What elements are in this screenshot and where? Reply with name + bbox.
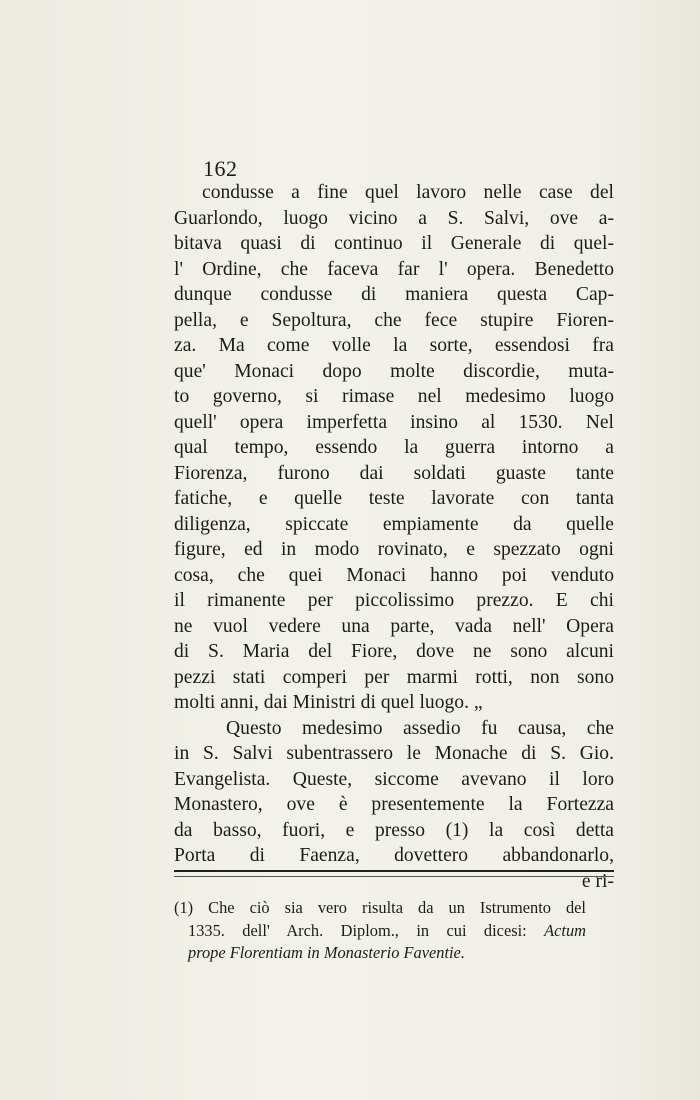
text-line: qual tempo, essendo la guerra intorno a	[174, 437, 614, 458]
text-line: dunque condusse di maniera questa Cap-	[174, 284, 614, 305]
footnote-line: (1) Che ciò sia vero risulta da un Istrumento del	[174, 898, 586, 917]
text-line: fatiche, e quelle teste lavorate con tanta	[174, 488, 614, 509]
footnote-rule-thin	[174, 876, 614, 877]
text-line: pella, e Sepoltura, che fece stupire Fioren-	[174, 309, 614, 331]
text-line: Guarlondo, luogo vicino a S. Salvi, ove a-	[174, 207, 614, 229]
text-line: quell' opera imperfetta insino al 1530. Nel	[174, 411, 614, 433]
text-line: pezzi stati comperi per marmi rotti, non sono	[174, 666, 614, 688]
text-line: Monastero, ove è presentemente la Fortezza	[174, 794, 614, 815]
text-line: Porta di Faenza, dovettero abbandonarlo,	[174, 845, 614, 866]
footnote-line: prope Florentiam in Monasterio Faventie.	[188, 943, 465, 962]
footnote	[174, 897, 586, 965]
text-line: ne vuol vedere una parte, vada nell' Opera	[174, 615, 614, 637]
text-line: cosa, che quei Monaci hanno poi venduto	[174, 564, 614, 586]
text-line: za. Ma come volle la sorte, essendosi fra	[174, 335, 614, 356]
text-line: in S. Salvi subentrassero le Monache di S. Gio.	[174, 743, 614, 764]
text-line: il rimanente per piccolissimo prezzo. E chi	[174, 590, 614, 611]
page-number: 162	[203, 156, 238, 181]
catchword: e ri-	[581, 870, 614, 892]
footnote-line	[174, 920, 586, 943]
footnote-rule	[174, 870, 614, 872]
body-text	[174, 180, 614, 894]
text-line: figure, ed in modo rovinato, e spezzato ogni	[174, 539, 614, 560]
text-line: Evangelista. Queste, siccome avevano il loro	[174, 768, 614, 790]
text-line: to governo, si rimase nel medesimo luogo	[174, 386, 614, 407]
text-line: bitava quasi di continuo il Generale di quel-	[174, 233, 614, 254]
text-line: Questo medesimo assedio fu causa, che	[226, 717, 614, 739]
footnote-italic: Actum	[544, 920, 586, 940]
text-line: molti anni, dai Ministri di quel luogo. „	[174, 692, 483, 713]
text-line: di S. Maria del Fiore, dove ne sono alcuni	[174, 641, 614, 662]
text-line: diligenza, spiccate empiamente da quelle	[174, 513, 614, 535]
text-line: que' Monaci dopo molte discordie, muta-	[174, 360, 614, 382]
footnote-line-text: 1335. dell' Arch. Diplom., in cui dicesi:	[188, 920, 545, 940]
text-line: da basso, fuori, e presso (1) la così detta	[174, 819, 614, 841]
text-line: condusse a fine quel lavoro nelle case del	[202, 182, 614, 203]
text-line: Fiorenza, furono dai soldati guaste tante	[174, 462, 614, 484]
text-line: l' Ordine, che faceva far l' opera. Benedetto	[174, 258, 614, 280]
